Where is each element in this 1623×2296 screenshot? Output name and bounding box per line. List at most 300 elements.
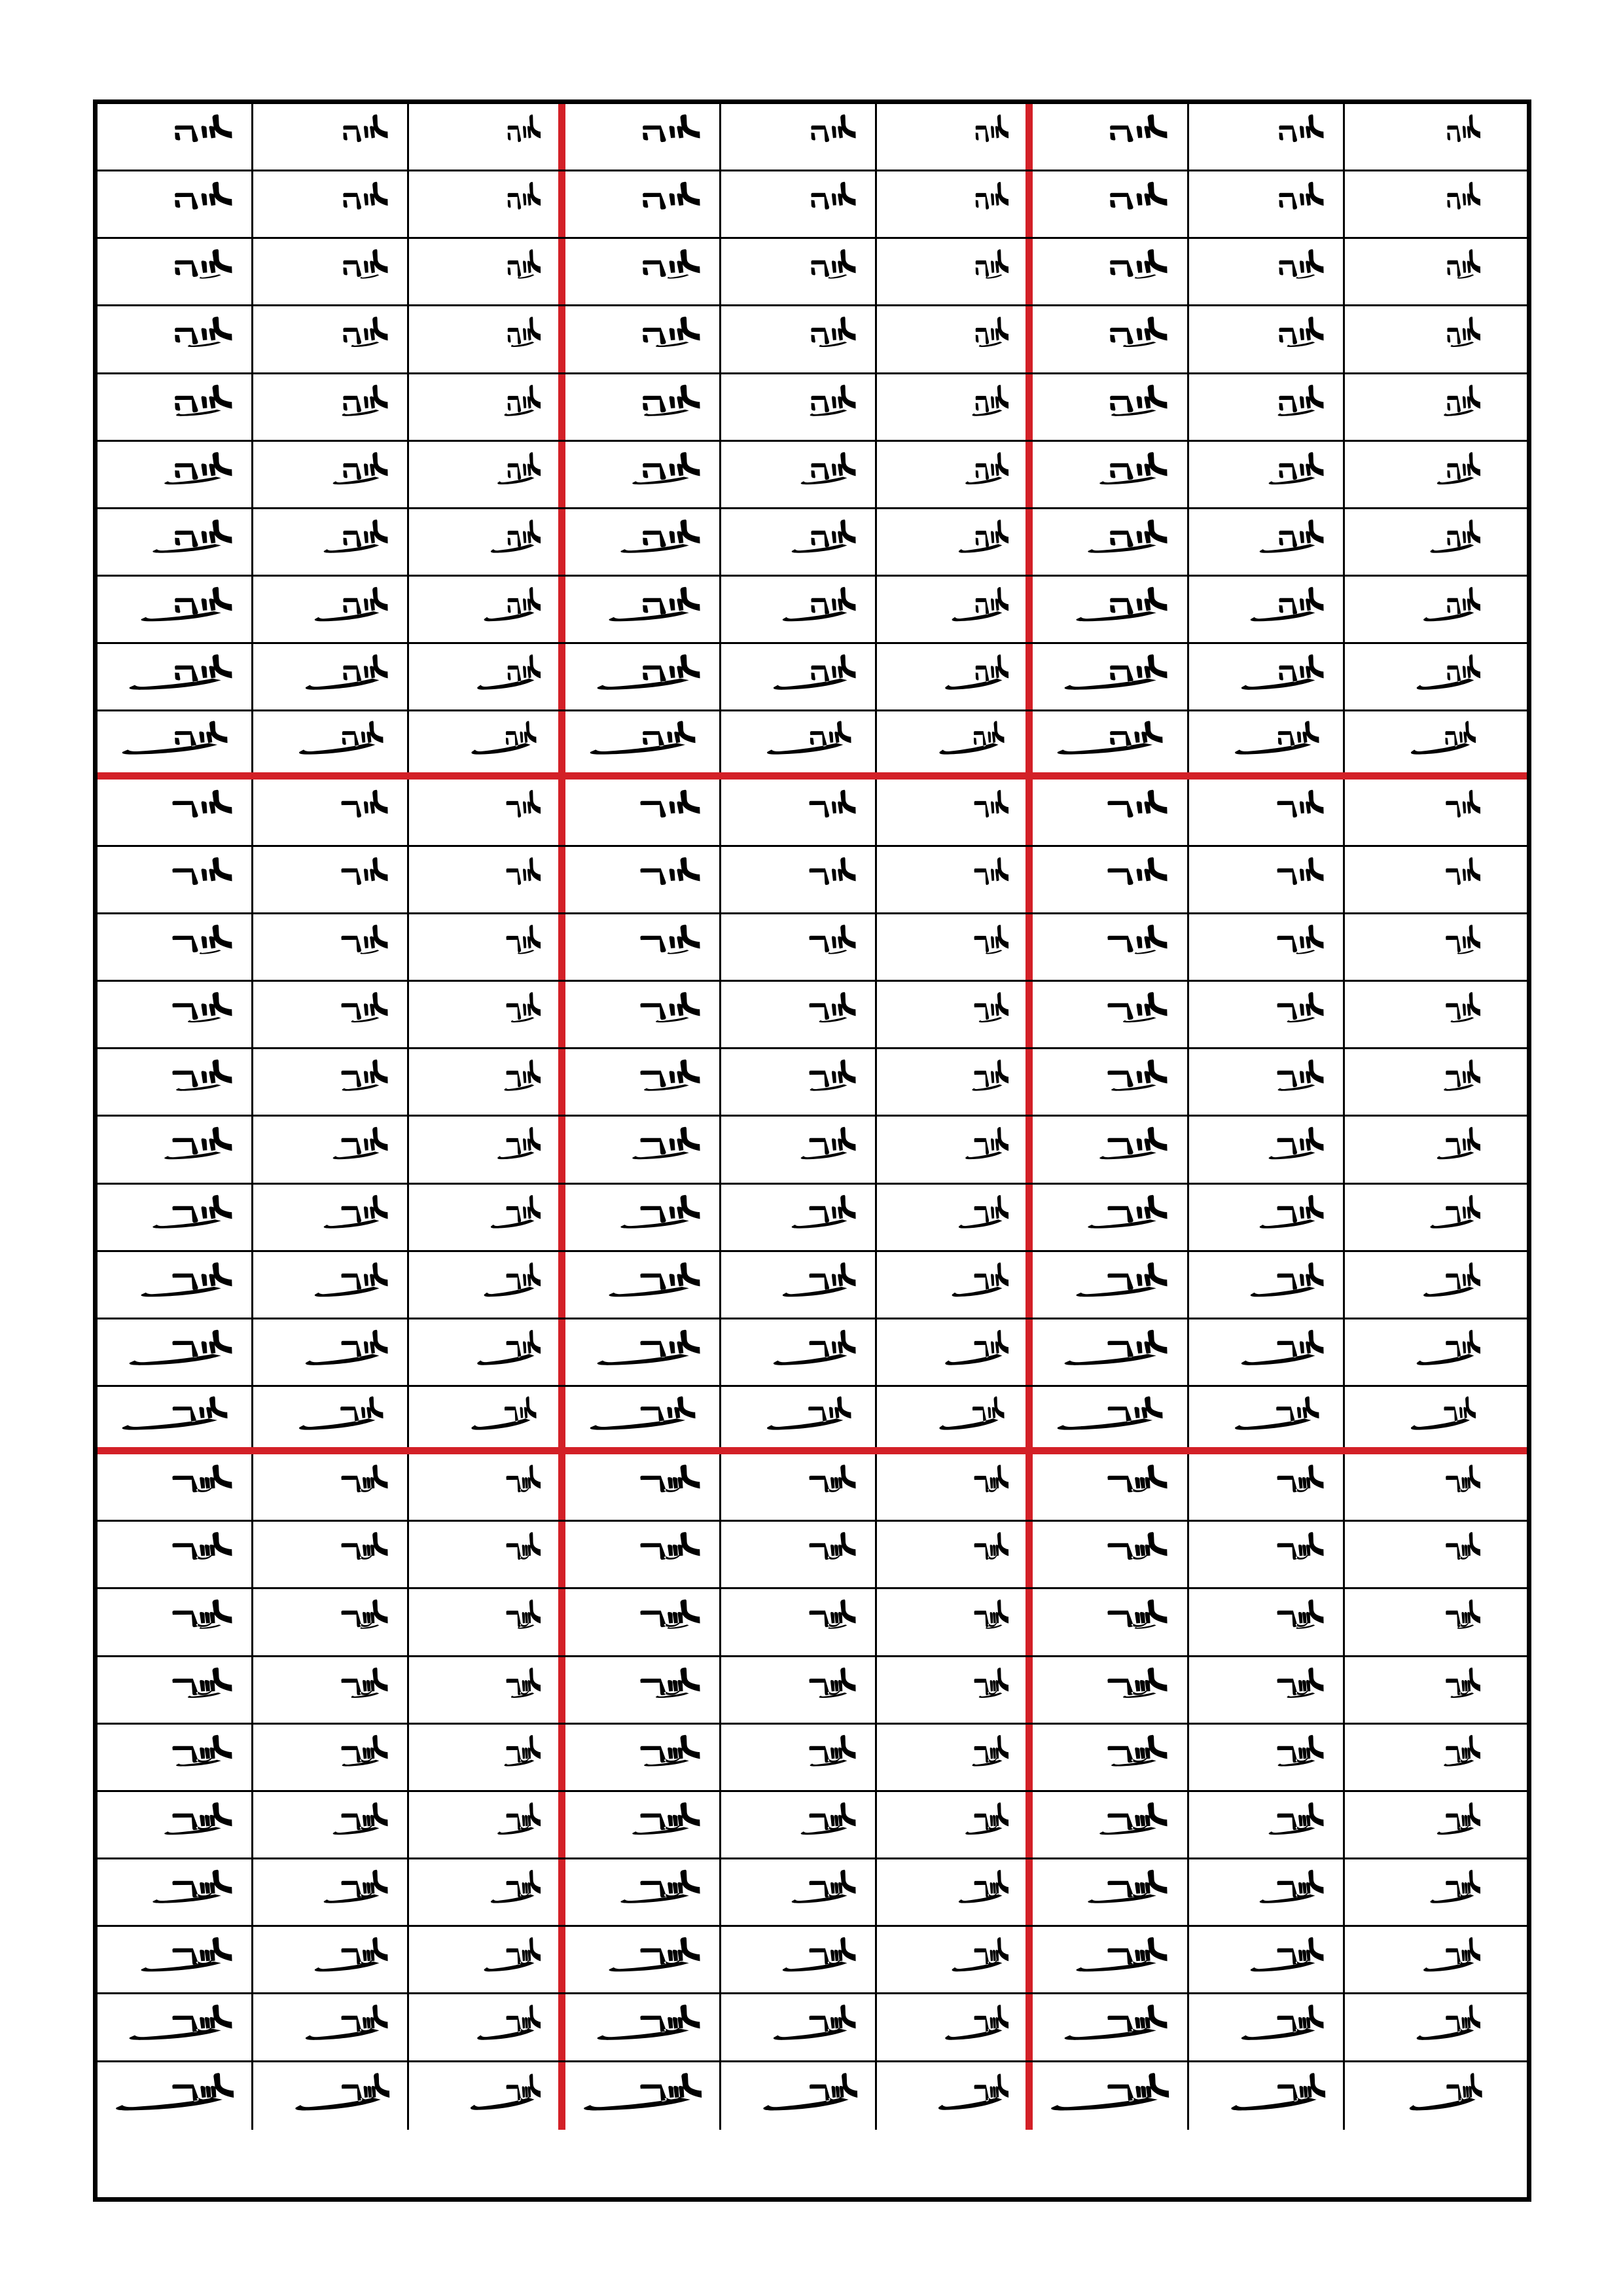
glyph-path (972, 385, 1009, 416)
specimen-cell (253, 577, 409, 642)
specimen-glyph (253, 711, 407, 772)
glyph-path (643, 317, 700, 347)
specimen-cell (565, 374, 721, 440)
specimen-glyph (1033, 1387, 1186, 1447)
specimen-glyph (409, 1589, 558, 1655)
specimen-cell (565, 577, 721, 642)
specimen-cell (1345, 1252, 1501, 1318)
glyph-box (877, 509, 1026, 575)
glyph-box (253, 1049, 407, 1115)
specimen-cell (1189, 2062, 1345, 2130)
glyph-box (565, 1117, 719, 1182)
specimen-glyph (1033, 780, 1186, 845)
specimen-glyph (877, 374, 1026, 440)
specimen-glyph (1345, 239, 1501, 304)
glyph-path (508, 115, 541, 142)
glyph-box (1033, 306, 1186, 372)
glyph-path (952, 587, 1009, 621)
specimen-glyph (565, 644, 719, 709)
specimen-glyph (253, 1927, 407, 1992)
specimen-cell (721, 2062, 877, 2130)
specimen-cell (98, 577, 253, 642)
glyph-path (1277, 1465, 1323, 1492)
specimen-cell (1345, 1859, 1501, 1925)
specimen-cell (98, 1792, 253, 1857)
specimen-cell (1033, 104, 1188, 170)
specimen-cell (721, 306, 877, 372)
glyph-path (945, 1330, 1008, 1365)
specimen-glyph (1189, 1049, 1343, 1115)
specimen-glyph (1033, 847, 1186, 912)
glyph-path (974, 857, 1009, 885)
glyph-box (1033, 1049, 1186, 1115)
specimen-glyph (1189, 1387, 1343, 1447)
specimen-cell (877, 306, 1033, 372)
specimen-glyph (253, 1792, 407, 1857)
glyph-path (1277, 1667, 1323, 1697)
glyph-box (1189, 374, 1343, 440)
glyph-path (333, 1803, 388, 1835)
specimen-glyph (721, 1994, 875, 2060)
specimen-glyph (565, 1522, 719, 1587)
glyph-path (1110, 182, 1167, 209)
glyph-box (253, 1725, 407, 1790)
specimen-glyph (1345, 1725, 1501, 1790)
glyph-box (1033, 847, 1186, 912)
specimen-glyph (1345, 847, 1501, 912)
glyph-box (1345, 577, 1501, 642)
glyph-path (1430, 1870, 1480, 1903)
glyph-path (1235, 1396, 1319, 1429)
specimen-cell (98, 2062, 253, 2130)
specimen-cell (1345, 171, 1501, 237)
specimen-glyph (98, 847, 251, 912)
specimen-cell (98, 239, 253, 304)
specimen-cell (1345, 1319, 1501, 1385)
glyph-box (253, 1522, 407, 1587)
specimen-glyph (877, 711, 1026, 772)
specimen-glyph (98, 1522, 251, 1587)
specimen-glyph (409, 577, 558, 642)
specimen-glyph (721, 1252, 875, 1318)
specimen-cell (1189, 1319, 1345, 1385)
glyph-box (1189, 171, 1343, 237)
glyph-box (409, 1725, 558, 1790)
glyph-box (253, 442, 407, 507)
glyph-path (1277, 1060, 1323, 1091)
glyph-path (1416, 1330, 1480, 1365)
glyph-box (409, 1185, 558, 1250)
glyph-box (721, 1792, 875, 1857)
glyph-box (877, 1792, 1026, 1857)
specimen-glyph (1033, 171, 1186, 237)
specimen-cell (98, 1185, 253, 1250)
specimen-row (98, 1589, 1527, 1657)
specimen-glyph (1033, 1319, 1186, 1385)
specimen-cell (877, 1319, 1033, 1385)
specimen-cell (877, 1657, 1033, 1723)
specimen-cell (253, 2062, 409, 2130)
glyph-box (1345, 1994, 1501, 2060)
specimen-cell (1189, 1049, 1345, 1115)
specimen-cell (721, 104, 877, 170)
specimen-cell (721, 577, 877, 642)
specimen-cell (565, 509, 721, 575)
glyph-box (721, 711, 875, 772)
specimen-cell (565, 1117, 721, 1182)
specimen-cell (409, 239, 565, 304)
glyph-box (565, 509, 719, 575)
specimen-glyph (409, 1994, 558, 2060)
glyph-path (491, 1870, 541, 1903)
specimen-glyph (1033, 1185, 1186, 1250)
glyph-path (1277, 857, 1323, 884)
specimen-glyph (1189, 982, 1343, 1047)
specimen-row (98, 577, 1527, 644)
glyph-path (299, 1396, 383, 1429)
specimen-glyph (1345, 442, 1501, 507)
glyph-box (98, 2062, 251, 2130)
glyph-path (1058, 721, 1163, 755)
specimen-glyph (565, 1927, 719, 1992)
specimen-glyph (409, 239, 558, 304)
glyph-path (342, 789, 388, 817)
specimen-glyph (1189, 1589, 1343, 1655)
specimen-cell (409, 1252, 565, 1318)
glyph-path (1250, 1262, 1323, 1297)
glyph-path (1279, 317, 1323, 347)
glyph-box (1033, 1252, 1186, 1318)
glyph-path (508, 317, 541, 347)
specimen-glyph (1345, 644, 1501, 709)
specimen-cell (1345, 1927, 1501, 1992)
specimen-cell (565, 780, 721, 845)
specimen-glyph (98, 1319, 251, 1385)
glyph-box (409, 239, 558, 304)
glyph-box (1189, 1859, 1343, 1925)
specimen-cell (1033, 1252, 1188, 1318)
glyph-box (565, 306, 719, 372)
specimen-cell (1345, 442, 1501, 507)
glyph-path (640, 1532, 700, 1560)
specimen-cell (721, 442, 877, 507)
glyph-box (1033, 1657, 1186, 1723)
specimen-glyph (1189, 914, 1343, 980)
specimen-cell (1345, 2062, 1501, 2130)
glyph-box (721, 1319, 875, 1385)
glyph-path (640, 992, 700, 1022)
specimen-glyph (721, 2062, 875, 2130)
specimen-cell (253, 1657, 409, 1723)
specimen-cell (565, 1792, 721, 1857)
glyph-box (409, 2062, 558, 2130)
glyph-path (620, 520, 700, 553)
specimen-cell (877, 1927, 1033, 1992)
glyph-path (1100, 452, 1168, 484)
glyph-path (175, 115, 232, 142)
specimen-glyph (721, 847, 875, 912)
specimen-glyph (409, 1859, 558, 1925)
glyph-box (98, 509, 251, 575)
specimen-glyph (1189, 1522, 1343, 1587)
specimen-cell (721, 1859, 877, 1925)
glyph-path (811, 317, 855, 347)
glyph-box (877, 2062, 1026, 2130)
glyph-box (98, 1589, 251, 1655)
specimen-glyph (721, 374, 875, 440)
specimen-glyph (1033, 104, 1186, 170)
specimen-glyph (721, 1117, 875, 1182)
glyph-path (976, 115, 1008, 142)
specimen-row (98, 2062, 1527, 2130)
specimen-glyph (98, 442, 251, 507)
glyph-box (253, 1454, 407, 1520)
glyph-box (98, 1049, 251, 1115)
glyph-box (409, 374, 558, 440)
specimen-row (98, 306, 1527, 374)
specimen-row (98, 1319, 1527, 1387)
glyph-path (792, 520, 856, 553)
specimen-cell (98, 711, 253, 772)
glyph-box (1345, 306, 1501, 372)
glyph-path (801, 1127, 856, 1159)
specimen-cell (877, 1252, 1033, 1318)
glyph-box (409, 711, 558, 772)
glyph-box (1189, 780, 1343, 845)
glyph-path (976, 182, 1008, 209)
glyph-path (1444, 384, 1480, 416)
glyph-path (1110, 115, 1167, 142)
specimen-glyph (1345, 1454, 1501, 1520)
glyph-box (409, 171, 558, 237)
specimen-cell (877, 509, 1033, 575)
specimen-row (98, 1387, 1527, 1454)
specimen-glyph (565, 306, 719, 372)
glyph-box (1033, 104, 1186, 170)
glyph-path (1108, 925, 1168, 954)
glyph-box (565, 982, 719, 1047)
specimen-glyph (98, 1252, 251, 1318)
glyph-box (98, 711, 251, 772)
glyph-box (253, 577, 407, 642)
glyph-box (1189, 509, 1343, 575)
specimen-glyph (721, 1522, 875, 1587)
specimen-glyph (253, 171, 407, 237)
glyph-box (721, 1927, 875, 1992)
glyph-path (1250, 1937, 1323, 1972)
glyph-path (315, 1262, 388, 1297)
specimen-cell (1033, 2062, 1188, 2130)
glyph-path (811, 182, 855, 209)
specimen-glyph (721, 1725, 875, 1790)
specimen-cell (98, 442, 253, 507)
glyph-path (141, 1262, 232, 1297)
glyph-box (1345, 1589, 1501, 1655)
specimen-cell (98, 374, 253, 440)
specimen-cell (565, 1927, 721, 1992)
glyph-path (472, 721, 537, 755)
specimen-cell (409, 306, 565, 372)
glyph-box (1345, 1319, 1501, 1385)
specimen-cell (565, 1049, 721, 1115)
glyph-path (324, 1870, 388, 1903)
glyph-box (1033, 374, 1186, 440)
specimen-cell (1189, 1994, 1345, 2060)
glyph-path (342, 384, 388, 416)
glyph-box (409, 306, 558, 372)
glyph-box (877, 1725, 1026, 1790)
specimen-cell (98, 1725, 253, 1790)
glyph-box (253, 847, 407, 912)
specimen-cell (98, 171, 253, 237)
specimen-glyph (98, 1049, 251, 1115)
glyph-box (877, 374, 1026, 440)
glyph-box (1345, 1522, 1501, 1587)
glyph-path (175, 317, 232, 347)
specimen-glyph (877, 104, 1026, 170)
specimen-glyph (98, 711, 251, 772)
specimen-glyph (877, 2062, 1026, 2130)
glyph-box (409, 1657, 558, 1723)
specimen-glyph (409, 509, 558, 575)
specimen-glyph (1033, 982, 1186, 1047)
specimen-cell (409, 1522, 565, 1587)
specimen-cell (1189, 1185, 1345, 1250)
specimen-cell (98, 306, 253, 372)
specimen-cell (565, 1387, 721, 1447)
specimen-cell (1033, 171, 1188, 237)
glyph-path (344, 249, 388, 279)
specimen-cell (1189, 1859, 1345, 1925)
glyph-path (809, 1667, 855, 1697)
specimen-glyph (1033, 1522, 1186, 1587)
specimen-glyph (409, 847, 558, 912)
specimen-glyph (253, 2062, 407, 2130)
glyph-box (1345, 1927, 1501, 1992)
specimen-cell (1033, 1792, 1188, 1857)
glyph-path (1437, 452, 1480, 484)
glyph-box (565, 104, 719, 170)
glyph-path (478, 2005, 541, 2040)
glyph-path (640, 1734, 700, 1766)
glyph-box (1033, 1522, 1186, 1587)
specimen-row (98, 982, 1527, 1049)
glyph-box (877, 1049, 1026, 1115)
specimen-glyph (721, 1792, 875, 1857)
specimen-glyph (1033, 442, 1186, 507)
specimen-glyph (877, 239, 1026, 304)
specimen-glyph (1345, 104, 1501, 170)
glyph-box (253, 509, 407, 575)
specimen-cell (409, 442, 565, 507)
glyph-path (342, 1532, 388, 1560)
glyph-path (974, 1465, 1009, 1492)
glyph-path (141, 1937, 232, 1972)
glyph-box (98, 1725, 251, 1790)
glyph-box (253, 1792, 407, 1857)
specimen-glyph (565, 577, 719, 642)
glyph-path (640, 1667, 700, 1697)
glyph-path (959, 1194, 1008, 1228)
specimen-glyph (1345, 1589, 1501, 1655)
glyph-path (172, 925, 232, 954)
glyph-box (1345, 171, 1501, 237)
specimen-row (98, 1994, 1527, 2062)
glyph-box (1189, 104, 1343, 170)
glyph-path (809, 992, 855, 1022)
glyph-box (98, 239, 251, 304)
specimen-glyph (409, 374, 558, 440)
glyph-box (721, 1657, 875, 1723)
glyph-path (498, 452, 541, 484)
glyph-box (253, 1927, 407, 1992)
glyph-path (1108, 1465, 1168, 1492)
glyph-path (945, 2005, 1008, 2040)
specimen-glyph (1033, 577, 1186, 642)
specimen-cell (1189, 1927, 1345, 1992)
specimen-glyph (1189, 1994, 1343, 2060)
specimen-row (98, 847, 1527, 914)
glyph-path (491, 1194, 541, 1228)
glyph-path (1444, 1060, 1480, 1091)
specimen-glyph (721, 982, 875, 1047)
specimen-cell (721, 1454, 877, 1520)
glyph-box (565, 780, 719, 845)
specimen-cell (721, 847, 877, 912)
specimen-cell (409, 1117, 565, 1182)
glyph-box (253, 914, 407, 980)
specimen-glyph (1189, 711, 1343, 772)
glyph-path (1108, 789, 1168, 817)
glyph-path (1108, 1532, 1168, 1560)
glyph-box (1033, 1725, 1186, 1790)
specimen-glyph (877, 1185, 1026, 1250)
glyph-box (253, 1185, 407, 1250)
specimen-cell (1189, 306, 1345, 372)
specimen-glyph (877, 509, 1026, 575)
glyph-box (565, 1792, 719, 1857)
glyph-path (640, 1600, 700, 1629)
glyph-box (877, 104, 1026, 170)
specimen-glyph (1345, 1319, 1501, 1385)
glyph-box (877, 1657, 1026, 1723)
glyph-path (810, 384, 855, 416)
glyph-path (974, 789, 1009, 817)
specimen-cell (98, 1454, 253, 1520)
glyph-box (721, 1049, 875, 1115)
glyph-box (1345, 1252, 1501, 1318)
specimen-cell (1033, 1522, 1188, 1587)
specimen-glyph (1345, 1994, 1501, 2060)
specimen-cell (409, 1792, 565, 1857)
specimen-glyph (1033, 1859, 1186, 1925)
glyph-box (409, 914, 558, 980)
specimen-cell (1189, 982, 1345, 1047)
specimen-cell (98, 914, 253, 980)
glyph-path (172, 1667, 232, 1697)
specimen-glyph (253, 442, 407, 507)
glyph-path (172, 992, 232, 1022)
specimen-glyph (98, 644, 251, 709)
glyph-path (1065, 2005, 1168, 2040)
specimen-cell (1345, 982, 1501, 1047)
specimen-cell (98, 509, 253, 575)
specimen-glyph (1345, 780, 1501, 845)
specimen-glyph (877, 847, 1026, 912)
specimen-cell (253, 1994, 409, 2060)
glyph-box (253, 982, 407, 1047)
glyph-path (1277, 992, 1323, 1022)
